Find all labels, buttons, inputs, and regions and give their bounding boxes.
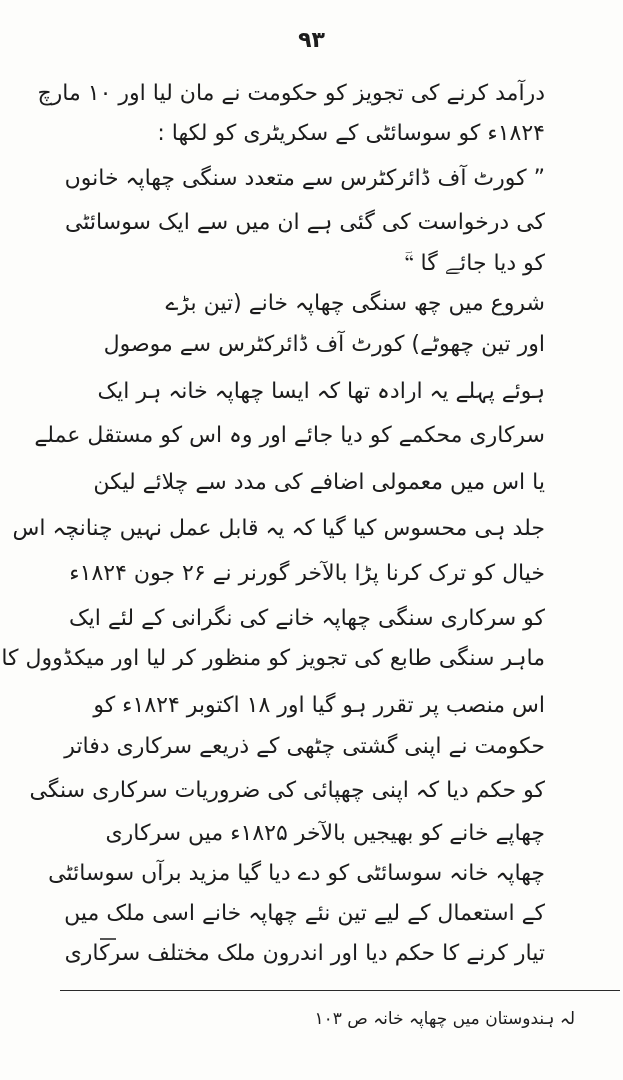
text-line-8: ہوئے پہلے یہ ارادہ تھا کہ ایسا چھاپہ خانہ ہر ایک (97, 379, 545, 404)
text-line-15: اس منصب پر تقرر ہو گیا اور ۱۸ اکتوبر ۱۸۲۴ء کو (93, 693, 545, 718)
text-line-5: کو دیا جائے گا “ؔ (404, 251, 545, 276)
text-line-20: کے استعمال کے لیے تین نئے چھاپہ خانے اسی ملک میں (64, 901, 545, 926)
text-line-1: درآمد کرنے کی تجویز کو حکومت نے مان لیا اور ۱۰ مارچ (37, 81, 545, 106)
pen-stroke-mark (100, 938, 116, 940)
text-line-7: اور تین چھوٹے) کورٹ آف ڈائرکٹرس سے موصول (103, 332, 545, 357)
text-line-11: جلد ہی محسوس کیا گیا کہ یہ قابل عمل نہیں چنانچہ اس (12, 516, 545, 541)
text-line-16: حکومت نے اپنی گشتی چٹھی کے ذریعے سرکاری دفاتر (64, 734, 545, 759)
text-line-21: تیار کرنے کا حکم دیا اور اندرون ملک مختلف سرکاری (64, 941, 545, 966)
page-number: ۹۳ (298, 28, 325, 53)
text-line-13: کو سرکاری سنگی چھاپہ خانے کی نگرانی کے لئے ایک (68, 606, 545, 631)
text-line-9: سرکاری محکمے کو دیا جائے اور وہ اس کو مستقل عملے (34, 423, 545, 448)
footnote: لہ ہندوستان میں چھاپہ خانہ ص ۱۰۳ (314, 1009, 575, 1029)
text-line-19: چھاپہ خانہ سوسائٹی کو دے دیا گیا مزید برآں سوسائٹی (48, 861, 545, 886)
text-line-6: شروع میں چھ سنگی چھاپہ خانے (تین بڑے (165, 291, 545, 316)
text-line-3: ” کورٹ آف ڈائرکٹرس سے متعدد سنگی چھاپہ خانوں (64, 166, 545, 191)
text-line-17: کو حکم دیا کہ اپنی چھپائی کی ضروریات سرکاری سنگی (29, 778, 545, 803)
text-line-12: خیال کو ترک کرنا پڑا بالآخر گورنر نے ۲۶ جون ۱۸۲۴ء (69, 561, 545, 586)
text-line-14: ماہر سنگی طابع کی تجویز کو منظور کر لیا اور میکڈوول کا (1, 646, 545, 671)
text-line-18: چھاپے خانے کو بھیجیں بالآخر ۱۸۲۵ء میں سرکاری (105, 821, 545, 846)
footnote-divider (60, 990, 620, 991)
text-line-2: ۱۸۲۴ء کو سوسائٹی کے سکریٹری کو لکھا : (157, 121, 545, 146)
text-line-10: یا اس میں معمولی اضافے کی مدد سے چلائے لیکن (93, 470, 545, 495)
text-line-4: کی درخواست کی گئی ہے ان میں سے ایک سوسائٹی (64, 210, 545, 235)
